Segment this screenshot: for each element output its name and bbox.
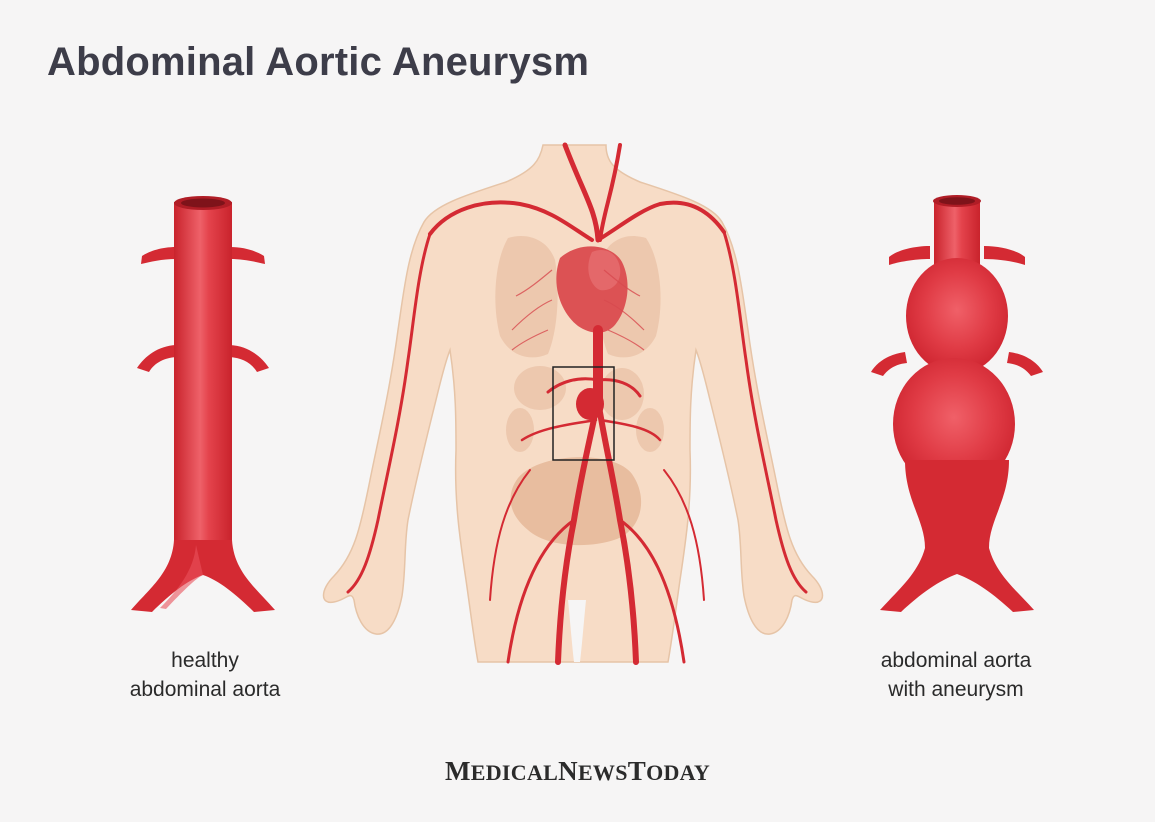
brand-rest-oday: ODAY bbox=[646, 760, 711, 785]
brand-initial-t: T bbox=[627, 756, 647, 786]
brand-rest-edical: EDICAL bbox=[470, 760, 559, 785]
healthy-caption-line2: abdominal aorta bbox=[129, 678, 281, 701]
human-body-circulatory-illustration bbox=[324, 145, 823, 662]
aneurysm-aorta-illustration bbox=[871, 195, 1043, 612]
aneurysm-caption-line1: abdominal aorta bbox=[880, 649, 1032, 672]
aneurysm-aorta-caption bbox=[846, 646, 1066, 704]
brand-initial-m: M bbox=[444, 756, 471, 786]
healthy-caption-line1: healthy bbox=[171, 649, 239, 672]
brand-logo bbox=[300, 756, 855, 787]
aneurysm-caption-line2: with aneurysm bbox=[888, 678, 1024, 701]
page-title: Abdominal Aortic Aneurysm bbox=[47, 40, 590, 84]
brand-initial-n: N bbox=[558, 756, 578, 786]
healthy-aorta-illustration bbox=[131, 196, 275, 612]
brand-rest-ews: EWS bbox=[577, 760, 628, 785]
healthy-aorta-caption bbox=[95, 646, 315, 704]
